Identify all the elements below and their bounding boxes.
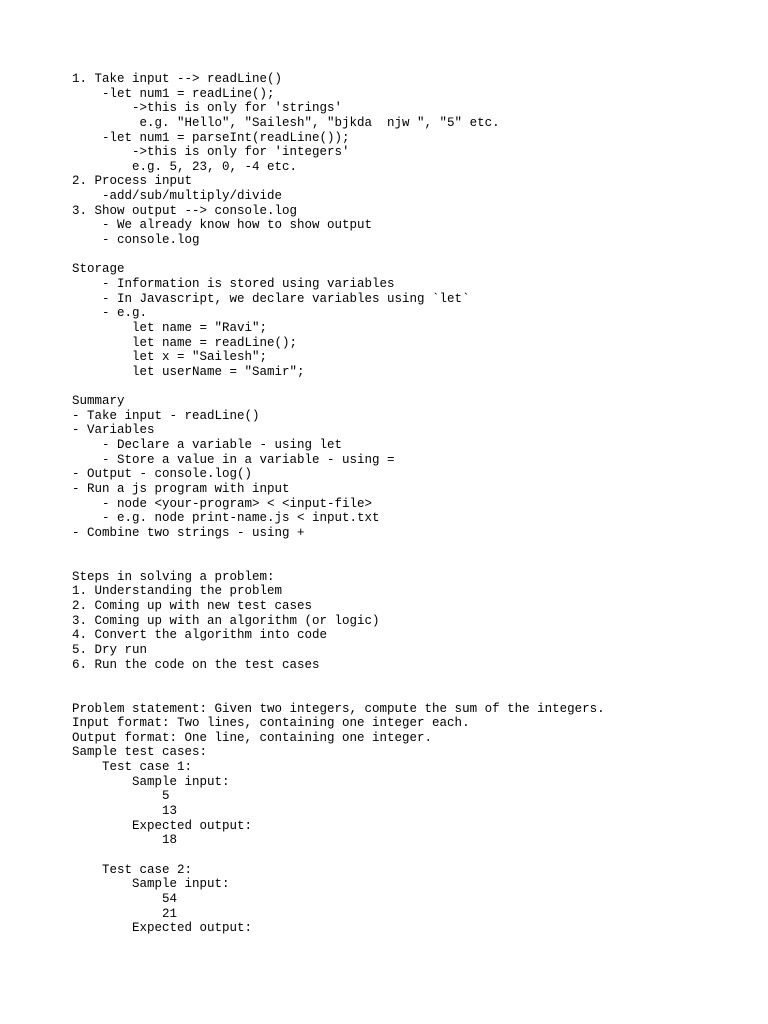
text-line: -let num1 = readLine(); bbox=[72, 86, 275, 101]
text-line: ->this is only for 'strings' bbox=[72, 101, 343, 116]
text-line: -let num1 = parseInt(readLine()); bbox=[72, 130, 350, 145]
blank-line bbox=[72, 248, 752, 263]
document-page bbox=[72, 72, 752, 936]
problem-statement: Problem statement: Given two integers, compute the sum of the integers. bbox=[72, 701, 605, 716]
section-heading: Storage bbox=[72, 262, 125, 277]
text-line: 3. Show output --> console.log bbox=[72, 203, 298, 218]
text-line: Output format: One line, containing one integer. bbox=[72, 730, 433, 745]
text-line: let name = readLine(); bbox=[72, 335, 298, 350]
text-line: let name = "Ravi"; bbox=[72, 320, 268, 335]
text-line: - node <your-program> < <input-file> bbox=[72, 496, 373, 511]
text-line: Sample input: bbox=[72, 877, 230, 892]
text-line: 5. Dry run bbox=[72, 642, 148, 657]
text-line: 2. Coming up with new test cases bbox=[72, 599, 313, 614]
text-line: - e.g. node print-name.js < input.txt bbox=[72, 511, 380, 526]
text-line: e.g. "Hello", "Sailesh", "bjkda njw ", "5" etc. bbox=[72, 115, 500, 130]
blank-line bbox=[72, 541, 752, 556]
text-line: - Run a js program with input bbox=[72, 481, 290, 496]
text-line: 1. Understanding the problem bbox=[72, 584, 283, 599]
text-line: - e.g. bbox=[72, 306, 148, 321]
text-line: 1. Take input --> readLine() bbox=[72, 72, 283, 86]
text-line: - Output - console.log() bbox=[72, 467, 253, 482]
text-line: e.g. 5, 23, 0, -4 etc. bbox=[72, 159, 298, 174]
text-line: - Variables bbox=[72, 423, 155, 438]
text-line: - console.log bbox=[72, 233, 200, 248]
text-line: Test case 1: bbox=[72, 760, 193, 775]
text-line: - Information is stored using variables bbox=[72, 276, 395, 291]
text-line: 54 bbox=[72, 891, 178, 906]
text-line: Expected output: bbox=[72, 921, 253, 936]
text-line: 5 bbox=[72, 789, 170, 804]
text-line: Sample test cases: bbox=[72, 745, 208, 760]
text-line: 3. Coming up with an algorithm (or logic) bbox=[72, 613, 380, 628]
text-line: - Declare a variable - using let bbox=[72, 438, 343, 453]
text-line: Test case 2: bbox=[72, 862, 193, 877]
text-line: - Take input - readLine() bbox=[72, 408, 260, 423]
blank-line bbox=[72, 672, 752, 687]
text-line: 4. Convert the algorithm into code bbox=[72, 628, 328, 643]
text-line: Expected output: bbox=[72, 818, 253, 833]
text-line: 6. Run the code on the test cases bbox=[72, 657, 320, 672]
text-line: ->this is only for 'integers' bbox=[72, 145, 350, 160]
text-line: - In Javascript, we declare variables using `let` bbox=[72, 291, 470, 306]
section-heading: Steps in solving a problem: bbox=[72, 569, 275, 584]
text-line: let userName = "Samir"; bbox=[72, 364, 305, 379]
text-line: Input format: Two lines, containing one integer each. bbox=[72, 716, 470, 731]
text-line: 13 bbox=[72, 804, 178, 819]
text-line: 21 bbox=[72, 906, 178, 921]
text-line: 18 bbox=[72, 833, 178, 848]
text-line: Sample input: bbox=[72, 774, 230, 789]
text-line: - Store a value in a variable - using = bbox=[72, 452, 395, 467]
blank-line bbox=[72, 687, 752, 702]
text-line: - Combine two strings - using + bbox=[72, 525, 305, 540]
blank-line bbox=[72, 379, 752, 394]
blank-line bbox=[72, 848, 752, 863]
text-line: let x = "Sailesh"; bbox=[72, 350, 268, 365]
text-line: 2. Process input bbox=[72, 174, 193, 189]
text-line: -add/sub/multiply/divide bbox=[72, 189, 283, 204]
section-heading: Summary bbox=[72, 394, 125, 409]
text-line: - We already know how to show output bbox=[72, 218, 373, 233]
blank-line bbox=[72, 555, 752, 570]
